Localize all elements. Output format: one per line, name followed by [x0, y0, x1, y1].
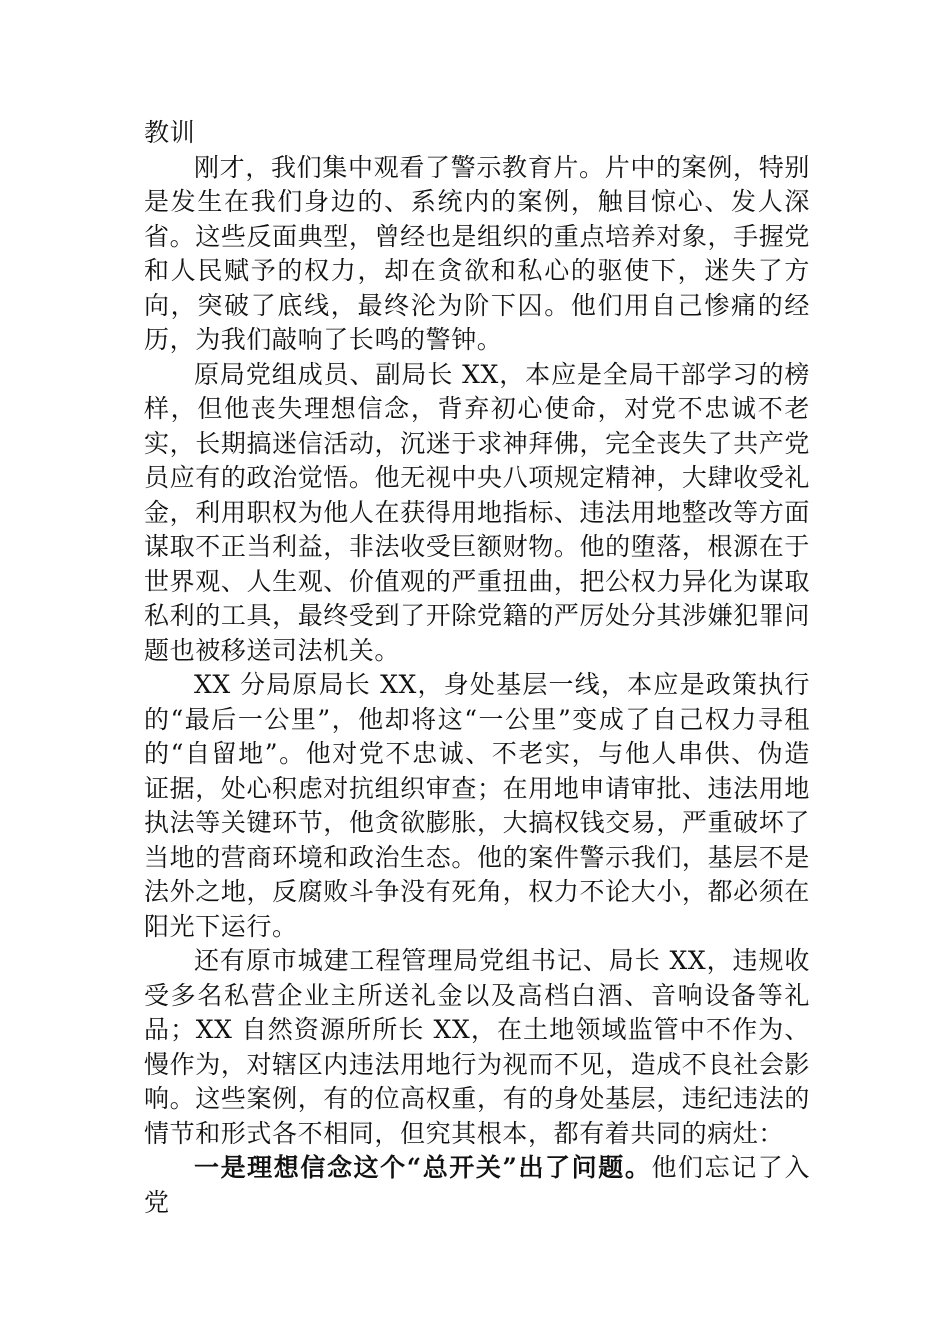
- paragraph-5-bold-lead: 一是理想信念这个“总开关”出了问题。: [194, 1153, 652, 1182]
- paragraph-3: XX 分局原局长 XX，身处基层一线，本应是政策执行的“最后一公里”，他却将这“一公里”变成了自己权力寻租的“自留地”。他对党不忠诚、不老实，与他人串供、伪造证据，处心积虑对抗组织审查；在用地申请审批、违法用地执法等关键环节，他贪欲膨胀，大搞权钱交易，严重破坏了当地的营商环境和政治生态。他的案件警示我们，基层不是法外之地，反腐败斗争没有死角，权力不论大小，都必须在阳光下运行。: [144, 670, 810, 941]
- paragraph-5: [144, 1151, 810, 1220]
- paragraph-2: 原局党组成员、副局长 XX，本应是全局干部学习的榜样，但他丧失理想信念，背弃初心使命，对党不忠诚不老实，长期搞迷信活动，沉迷于求神拜佛，完全丧失了共产党员应有的政治觉悟。他无视中央八项规定精神，大肆收受礼金，利用职权为他人在获得用地指标、违法用地整改等方面谋取不正当利益，非法收受巨额财物。他的堕落，根源在于世界观、人生观、价值观的严重扭曲，把公权力异化为谋取私利的工具，最终受到了开除党籍的严厉处分其涉嫌犯罪问题也被移送司法机关。: [144, 359, 810, 665]
- paragraph-4: 还有原市城建工程管理局党组书记、局长 XX，违规收受多名私营企业主所送礼金以及高档白酒、音响设备等礼品；XX 自然资源所所长 XX，在土地领域监管中不作为、慢作为，对辖区内违法用地行为视而不见，造成不良社会影响。这些案例，有的位高权重，有的身处基层，违纪违法的情节和形式各不相同，但究其根本，都有着共同的病灶：: [144, 946, 810, 1148]
- heading-fragment: 教训: [144, 118, 196, 147]
- paragraph-5-text: 他们忘记了入党: [144, 1153, 811, 1217]
- paragraph-1: 刚才，我们集中观看了警示教育片。片中的案例，特别是发生在我们身边的、系统内的案例，触目惊心、发人深省。这些反面典型，曾经也是组织的重点培养对象，手握党和人民赋予的权力，却在贪欲和私心的驱使下，迷失了方向，突破了底线，最终沦为阶下囚。他们用自己惨痛的经历，为我们敲响了长鸣的警钟。: [144, 152, 810, 354]
